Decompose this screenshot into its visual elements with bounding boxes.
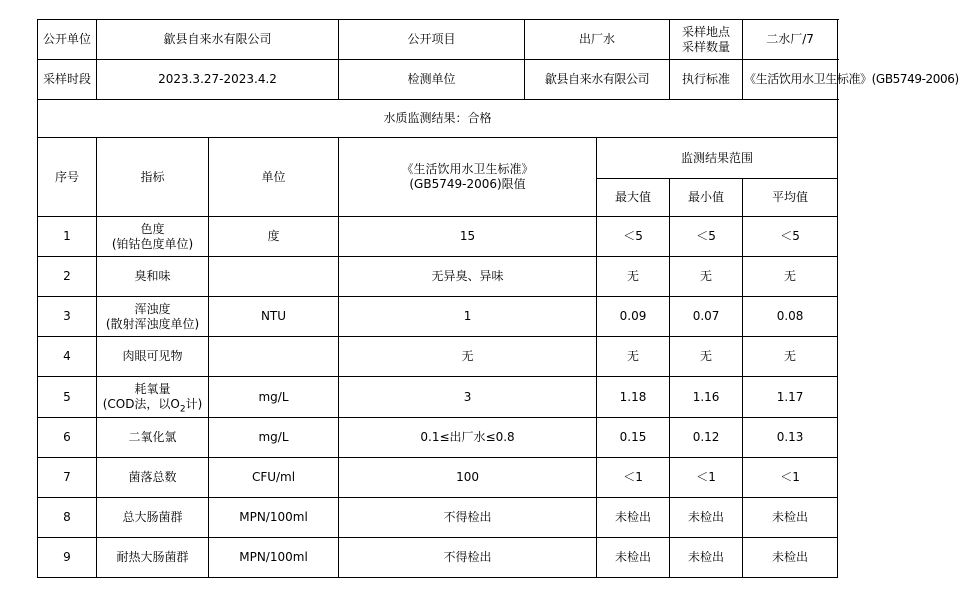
row-limit: 0.1≤出厂水≤0.8 — [339, 418, 597, 458]
row-no: 9 — [38, 538, 97, 578]
row-no: 4 — [38, 337, 97, 377]
table-row — [38, 418, 838, 458]
water-quality-table — [37, 19, 959, 578]
row-avg: 无 — [743, 337, 838, 377]
row-unit: MPN/100ml — [209, 538, 339, 578]
row-indicator-sub: (散射浑浊度单位) — [105, 316, 200, 331]
count-label: 采样数量 — [682, 39, 731, 54]
row-no: 1 — [38, 217, 97, 257]
row-avg: 未检出 — [743, 498, 838, 538]
row-indicator: 二氧化氯 — [97, 418, 209, 458]
info-row-1 — [38, 20, 838, 60]
test-unit-value: 歙县自来水有限公司 — [525, 60, 670, 100]
row-max: ＜5 — [597, 217, 670, 257]
header-no: 序号 — [38, 138, 97, 217]
row-avg: ＜1 — [743, 458, 838, 498]
unit-label: 公开单位 — [38, 20, 97, 60]
standard-label: 执行标准 — [670, 60, 743, 100]
row-indicator-subscript: 2 — [179, 404, 186, 415]
table-row — [38, 337, 838, 377]
row-no: 6 — [38, 418, 97, 458]
row-min: 未检出 — [670, 538, 743, 578]
info-row-2 — [38, 60, 838, 100]
row-unit — [209, 257, 339, 297]
result-row — [38, 100, 838, 138]
row-no: 3 — [38, 297, 97, 337]
row-indicator — [97, 217, 209, 257]
header-range: 监测结果范围 — [597, 138, 838, 179]
row-indicator: 耐热大肠菌群 — [97, 538, 209, 578]
row-max: 无 — [597, 257, 670, 297]
row-unit — [209, 337, 339, 377]
row-indicator-name: 浑浊度 — [134, 301, 171, 316]
row-min: 未检出 — [670, 498, 743, 538]
table-row — [38, 217, 838, 257]
row-max: 无 — [597, 337, 670, 377]
row-max: 0.09 — [597, 297, 670, 337]
standard-value: 《生活饮用水卫生标准》(GB5749-2006) — [743, 60, 838, 100]
row-unit: mg/L — [209, 377, 339, 418]
row-limit: 不得检出 — [339, 538, 597, 578]
project-label: 公开项目 — [339, 20, 525, 60]
row-limit: 15 — [339, 217, 597, 257]
period-label: 采样时段 — [38, 60, 97, 100]
row-avg: 0.08 — [743, 297, 838, 337]
row-indicator: 菌落总数 — [97, 458, 209, 498]
row-indicator-name: 色度 — [140, 221, 165, 236]
row-no: 7 — [38, 458, 97, 498]
row-min: ＜1 — [670, 458, 743, 498]
row-indicator: 臭和味 — [97, 257, 209, 297]
header-min: 最小值 — [670, 179, 743, 217]
row-indicator: 总大肠菌群 — [97, 498, 209, 538]
row-max: ＜1 — [597, 458, 670, 498]
row-max: 0.15 — [597, 418, 670, 458]
site-count-label — [670, 20, 743, 60]
row-unit: MPN/100ml — [209, 498, 339, 538]
row-no: 8 — [38, 498, 97, 538]
row-avg: 无 — [743, 257, 838, 297]
row-min: 0.12 — [670, 418, 743, 458]
row-limit: 3 — [339, 377, 597, 418]
site-label: 采样地点 — [682, 24, 731, 39]
test-unit-label: 检测单位 — [339, 60, 525, 100]
row-indicator — [97, 377, 209, 418]
table-row — [38, 538, 838, 578]
row-min: 无 — [670, 337, 743, 377]
project-value: 出厂水 — [525, 20, 670, 60]
table-row — [38, 458, 838, 498]
row-limit: 无异臭、异味 — [339, 257, 597, 297]
row-limit: 无 — [339, 337, 597, 377]
row-limit: 1 — [339, 297, 597, 337]
header-limit-line1: 《生活饮用水卫生标准》 — [401, 162, 534, 176]
row-indicator: 肉眼可见物 — [97, 337, 209, 377]
row-avg: 未检出 — [743, 538, 838, 578]
row-min: 无 — [670, 257, 743, 297]
row-unit: 度 — [209, 217, 339, 257]
table-row — [38, 297, 838, 337]
row-indicator-sub: (铂钴色度单位) — [111, 236, 194, 251]
row-no: 5 — [38, 377, 97, 418]
row-indicator-sub — [98, 397, 207, 415]
row-min: 1.16 — [670, 377, 743, 418]
row-max: 未检出 — [597, 498, 670, 538]
row-indicator — [97, 297, 209, 337]
header-max: 最大值 — [597, 179, 670, 217]
row-min: ＜5 — [670, 217, 743, 257]
table-row — [38, 257, 838, 297]
row-indicator-sub-b: 计) — [185, 397, 203, 411]
header-limit — [339, 138, 597, 217]
site-value: 二水厂/7 — [743, 20, 838, 60]
row-avg: 0.13 — [743, 418, 838, 458]
header-row-1 — [38, 138, 838, 179]
row-indicator-sub-a: (COD法，以O — [102, 397, 180, 411]
row-limit: 不得检出 — [339, 498, 597, 538]
row-avg: ＜5 — [743, 217, 838, 257]
header-unit: 单位 — [209, 138, 339, 217]
row-no: 2 — [38, 257, 97, 297]
header-indicator: 指标 — [97, 138, 209, 217]
row-avg: 1.17 — [743, 377, 838, 418]
row-unit: CFU/ml — [209, 458, 339, 498]
row-unit: mg/L — [209, 418, 339, 458]
row-indicator-name: 耗氧量 — [134, 382, 171, 396]
table-row — [38, 498, 838, 538]
row-unit: NTU — [209, 297, 339, 337]
row-max: 1.18 — [597, 377, 670, 418]
row-max: 未检出 — [597, 538, 670, 578]
row-limit: 100 — [339, 458, 597, 498]
table-row — [38, 377, 838, 418]
header-limit-line2: (GB5749-2006)限值 — [409, 177, 526, 191]
row-min: 0.07 — [670, 297, 743, 337]
period-value: 2023.3.27-2023.4.2 — [97, 60, 339, 100]
unit-value: 歙县自来水有限公司 — [97, 20, 339, 60]
result-summary: 水质监测结果：合格 — [38, 100, 838, 138]
header-avg: 平均值 — [743, 179, 838, 217]
